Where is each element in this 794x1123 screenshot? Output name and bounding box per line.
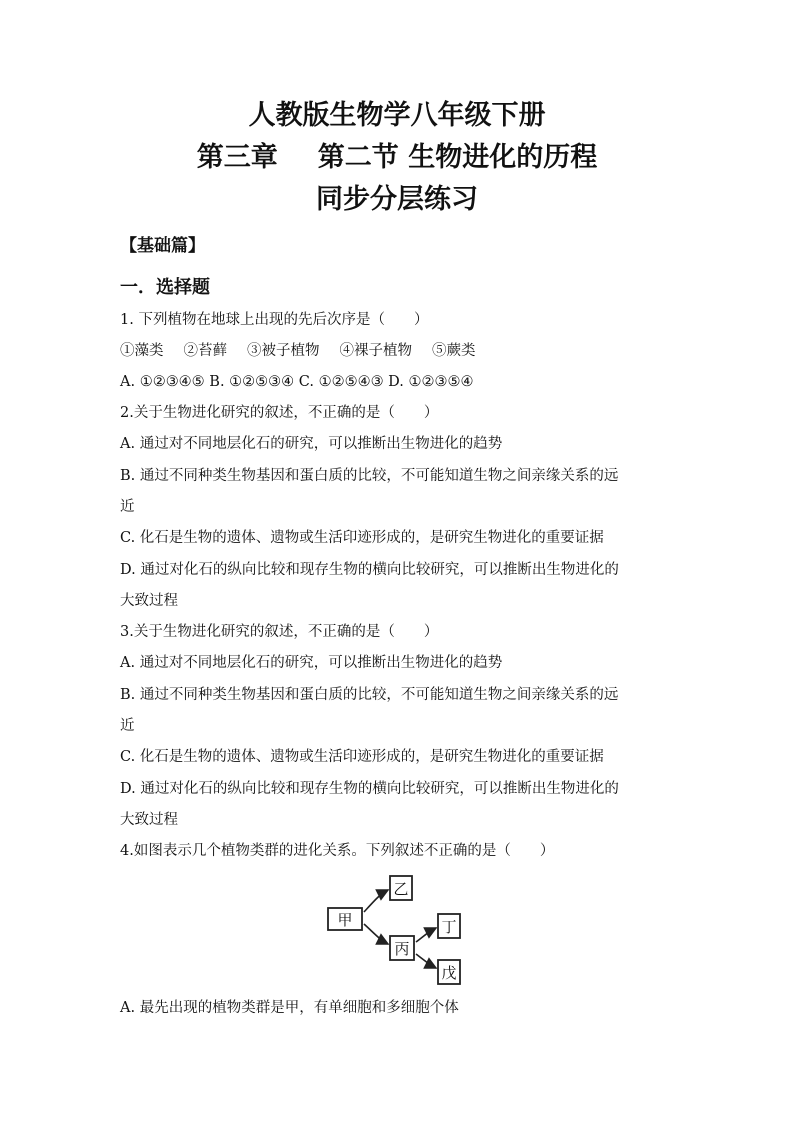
doc-title-line3: 同步分层练习 [316,184,478,215]
node-ding: 丁 [441,918,457,936]
q1-item: ④裸子植物 [339,343,412,359]
q3-option-b: B. 通过不同种类生物基因和蛋白质的比较，不可能知道生物之间亲缘关系的远 [120,687,619,703]
q1-answers: A. ①②③④⑤ B. ①②⑤③④ C. ①②⑤④③ D. ①②③⑤④ [120,374,474,390]
q2-option-d: D. 通过对化石的纵向比较和现存生物的横向比较研究，可以推断出生物进化的 [120,562,619,578]
arrow-bing-ding [416,928,436,942]
section-choice: 一．选择题 [120,277,210,298]
evolution-diagram [320,868,480,988]
node-bing: 丙 [394,940,410,958]
arrow-jia-yi [364,890,388,912]
doc-title-line1: 人教版生物学八年级下册 [248,100,546,131]
q2-stem: 2.关于生物进化研究的叙述，不正确的是（ ） [120,405,439,421]
section-basic: 【基础篇】 [120,236,205,256]
q2-option-b: B. 通过不同种类生物基因和蛋白质的比较，不可能知道生物之间亲缘关系的远 [120,468,619,484]
q3-option-c: C. 化石是生物的遗体、遗物或生活印迹形成的，是研究生物进化的重要证据 [120,749,604,765]
q1-item: ⑤蕨类 [432,343,476,359]
q1-item: ①藻类 [120,343,164,359]
chapter-label: 第三章 [196,142,278,173]
q3-option-d: D. 通过对化石的纵向比较和现存生物的横向比较研究，可以推断出生物进化的 [120,781,619,797]
q1-stem: 1. 下列植物在地球上出现的先后次序是（ ） [120,312,429,328]
q4-option-a: A. 最先出现的植物类群是甲，有单细胞和多细胞个体 [120,1000,459,1016]
q1-items [120,341,496,361]
q2-option-c: C. 化石是生物的遗体、遗物或生活印迹形成的，是研究生物进化的重要证据 [120,530,604,546]
doc-title-line2 [0,140,794,176]
arrow-jia-bing [364,924,388,944]
q2-option-b-cont: 近 [120,499,135,515]
q1-item: ③被子植物 [247,343,320,359]
node-jia: 甲 [337,911,353,929]
q4-stem: 4.如图表示几个植物类群的进化关系。下列叙述不正确的是（ ） [120,843,555,859]
q2-option-d-cont: 大致过程 [120,593,178,609]
q3-option-b-cont: 近 [120,718,135,734]
q3-stem: 3.关于生物进化研究的叙述，不正确的是（ ） [120,624,439,640]
q1-item: ②苔藓 [183,343,227,359]
q3-option-a: A. 通过对不同地层化石的研究，可以推断出生物进化的趋势 [120,655,503,671]
node-wu: 戊 [441,964,457,982]
q2-option-a: A. 通过对不同地层化石的研究，可以推断出生物进化的趋势 [120,436,503,452]
section-label: 第二节 生物进化的历程 [317,142,598,173]
q3-option-d-cont: 大致过程 [120,812,178,828]
arrow-bing-wu [416,954,436,968]
node-yi: 乙 [393,880,409,898]
